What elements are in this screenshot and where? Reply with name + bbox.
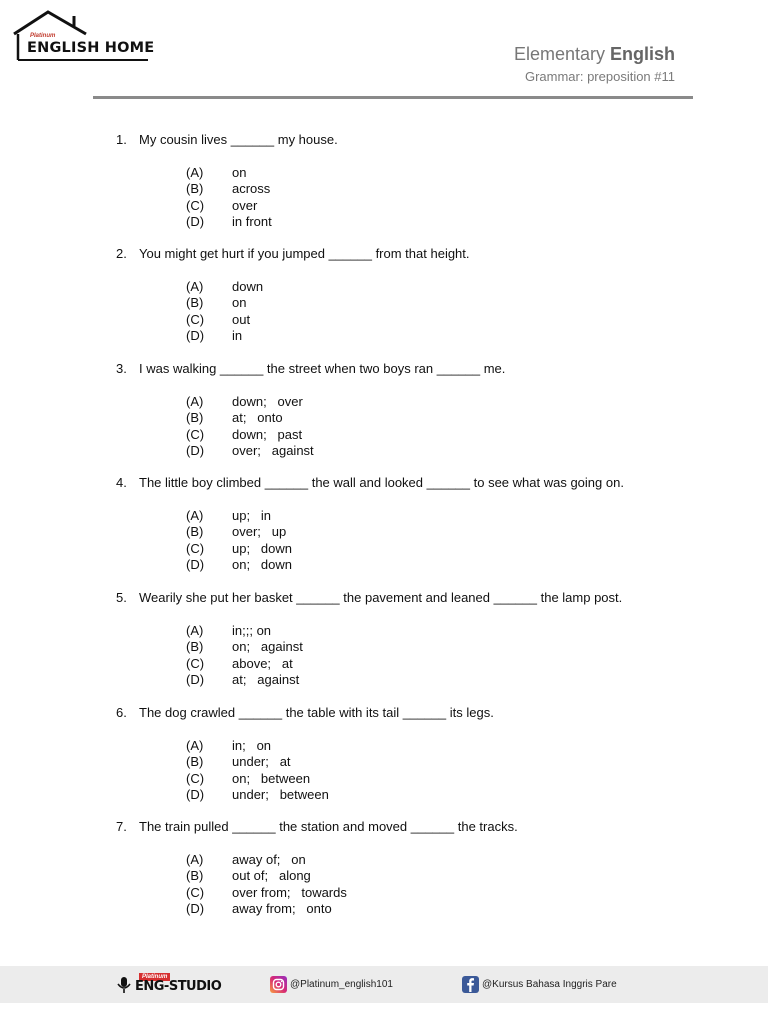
answer-option <box>0 508 768 524</box>
header-divider <box>93 96 693 99</box>
option-text: up; in <box>232 508 272 523</box>
answer-option <box>0 771 768 787</box>
option-letter: (B) <box>186 295 204 311</box>
answer-option <box>0 295 768 311</box>
option-letter: (C) <box>186 311 205 327</box>
question-number: 5. <box>116 590 127 605</box>
option-text: on <box>232 165 247 180</box>
answer-option <box>0 656 768 672</box>
answer-option <box>0 672 768 688</box>
answer-option <box>0 328 768 344</box>
footer <box>0 966 768 1003</box>
answer-options <box>0 508 768 574</box>
answer-option <box>0 524 768 540</box>
answer-option <box>0 738 768 754</box>
option-text: up; down <box>232 540 292 556</box>
question-text: I was walking ______ the street when two boys ran ______ me. <box>139 361 506 376</box>
question-line <box>0 475 768 491</box>
option-text: under; between <box>232 787 329 803</box>
option-letter: (A) <box>186 165 204 180</box>
answer-option <box>0 754 768 770</box>
answer-options <box>0 394 768 460</box>
answer-option <box>0 443 768 459</box>
question-number: 1. <box>116 132 127 147</box>
option-letter: (A) <box>186 279 204 294</box>
option-letter: (B) <box>186 754 204 770</box>
instagram-link[interactable] <box>270 976 393 993</box>
instagram-handle: @Platinum_english101 <box>290 979 393 990</box>
microphone-icon <box>115 976 133 994</box>
option-letter: (C) <box>186 197 205 213</box>
answer-option <box>0 901 768 917</box>
option-text: on <box>232 295 247 311</box>
instagram-icon <box>270 976 287 993</box>
question-number: 7. <box>116 819 127 834</box>
option-text: down <box>232 279 264 294</box>
answer-option <box>0 214 768 230</box>
facebook-page: @Kursus Bahasa Inggris Pare <box>482 979 617 990</box>
option-letter: (A) <box>186 394 204 409</box>
question-text: The train pulled ______ the station and moved ______ the tracks. <box>139 819 518 834</box>
question-item <box>0 590 768 689</box>
option-text: on; between <box>232 770 311 786</box>
brand-badge: Platinum <box>139 973 170 981</box>
question-item <box>0 361 768 460</box>
answer-option <box>0 852 768 868</box>
question-text: The little boy climbed ______ the wall and looked ______ to see what was going on. <box>139 475 624 490</box>
answer-option <box>0 427 768 443</box>
logo-text: ENGLISH HOME <box>27 40 155 56</box>
option-letter: (A) <box>186 508 204 523</box>
option-letter: (B) <box>186 524 204 540</box>
option-text: in; on <box>232 738 272 753</box>
answer-option <box>0 557 768 573</box>
option-text: over; against <box>232 443 314 459</box>
document-header <box>514 44 675 84</box>
answer-options <box>0 738 768 804</box>
answer-option <box>0 787 768 803</box>
option-text: under; at <box>232 754 291 770</box>
answer-option <box>0 623 768 639</box>
question-number: 4. <box>116 475 127 490</box>
answer-option <box>0 885 768 901</box>
answer-option <box>0 198 768 214</box>
answer-option <box>0 639 768 655</box>
answer-option <box>0 410 768 426</box>
document-title: Elementary English <box>513 44 675 64</box>
answer-option <box>0 181 768 197</box>
option-text: over from; towards <box>232 884 347 900</box>
option-letter: (D) <box>186 672 205 688</box>
question-item <box>0 475 768 574</box>
question-number: 6. <box>116 705 127 720</box>
option-text: on; down <box>232 557 292 573</box>
question-line <box>0 132 768 148</box>
answer-option <box>0 312 768 328</box>
option-text: down; past <box>232 426 303 442</box>
option-letter: (C) <box>186 655 205 671</box>
answer-options <box>0 165 768 231</box>
facebook-link[interactable] <box>462 976 617 993</box>
option-letter: (D) <box>186 328 205 344</box>
option-letter: (A) <box>186 738 204 753</box>
question-text: Wearily she put her basket ______ the pavement and leaned ______ the lamp post. <box>139 590 623 605</box>
answer-option <box>0 165 768 181</box>
answer-options <box>0 623 768 689</box>
option-letter: (D) <box>186 214 205 230</box>
question-item <box>0 132 768 231</box>
option-text: over; up <box>232 524 287 540</box>
question-item <box>0 819 768 918</box>
answer-options <box>0 279 768 345</box>
question-number: 3. <box>116 361 127 376</box>
option-text: out <box>232 311 251 327</box>
brand-text: ENG-STUDIO <box>135 979 222 994</box>
question-line <box>0 819 768 835</box>
option-text: out of; along <box>232 868 311 884</box>
question-line <box>0 590 768 606</box>
logo-tagline: Platinum <box>30 33 56 39</box>
answer-option <box>0 868 768 884</box>
document-subtitle: Grammar: preposition #11 <box>524 69 675 84</box>
question-number: 2. <box>116 246 127 261</box>
question-item <box>0 246 768 345</box>
question-line <box>0 246 768 262</box>
option-letter: (C) <box>186 540 205 556</box>
option-letter: (A) <box>186 852 204 867</box>
facebook-icon <box>462 976 479 993</box>
option-text: over <box>232 197 258 213</box>
option-letter: (D) <box>186 787 205 803</box>
option-letter: (B) <box>186 868 204 884</box>
option-text: away from; onto <box>232 901 332 917</box>
option-text: in <box>232 328 243 344</box>
answer-option <box>0 279 768 295</box>
option-text: on; against <box>232 639 303 655</box>
logo <box>10 10 155 66</box>
option-text: at; against <box>232 672 300 688</box>
option-letter: (B) <box>186 410 204 426</box>
question-text: My cousin lives ______ my house. <box>139 132 338 147</box>
question-text: The dog crawled ______ the table with its tail ______ its legs. <box>139 705 494 720</box>
option-text: across <box>232 181 271 197</box>
question-item <box>0 705 768 804</box>
option-text: down; over <box>232 394 303 409</box>
option-letter: (B) <box>186 181 204 197</box>
option-letter: (D) <box>186 901 205 917</box>
option-letter: (D) <box>186 557 205 573</box>
option-text: in front <box>232 214 272 230</box>
question-line <box>0 705 768 721</box>
footer-brand <box>115 973 222 997</box>
answer-options <box>0 852 768 918</box>
option-text: in;;; on <box>232 623 272 638</box>
option-text: away of; on <box>232 852 306 867</box>
option-letter: (D) <box>186 443 205 459</box>
option-letter: (C) <box>186 884 205 900</box>
option-text: at; onto <box>232 410 283 426</box>
answer-option <box>0 541 768 557</box>
answer-option <box>0 394 768 410</box>
question-line <box>0 361 768 377</box>
option-letter: (A) <box>186 623 204 638</box>
option-letter: (C) <box>186 426 205 442</box>
option-letter: (C) <box>186 770 205 786</box>
option-text: above; at <box>232 655 293 671</box>
question-text: You might get hurt if you jumped ______ from that height. <box>139 246 470 261</box>
option-letter: (B) <box>186 639 204 655</box>
